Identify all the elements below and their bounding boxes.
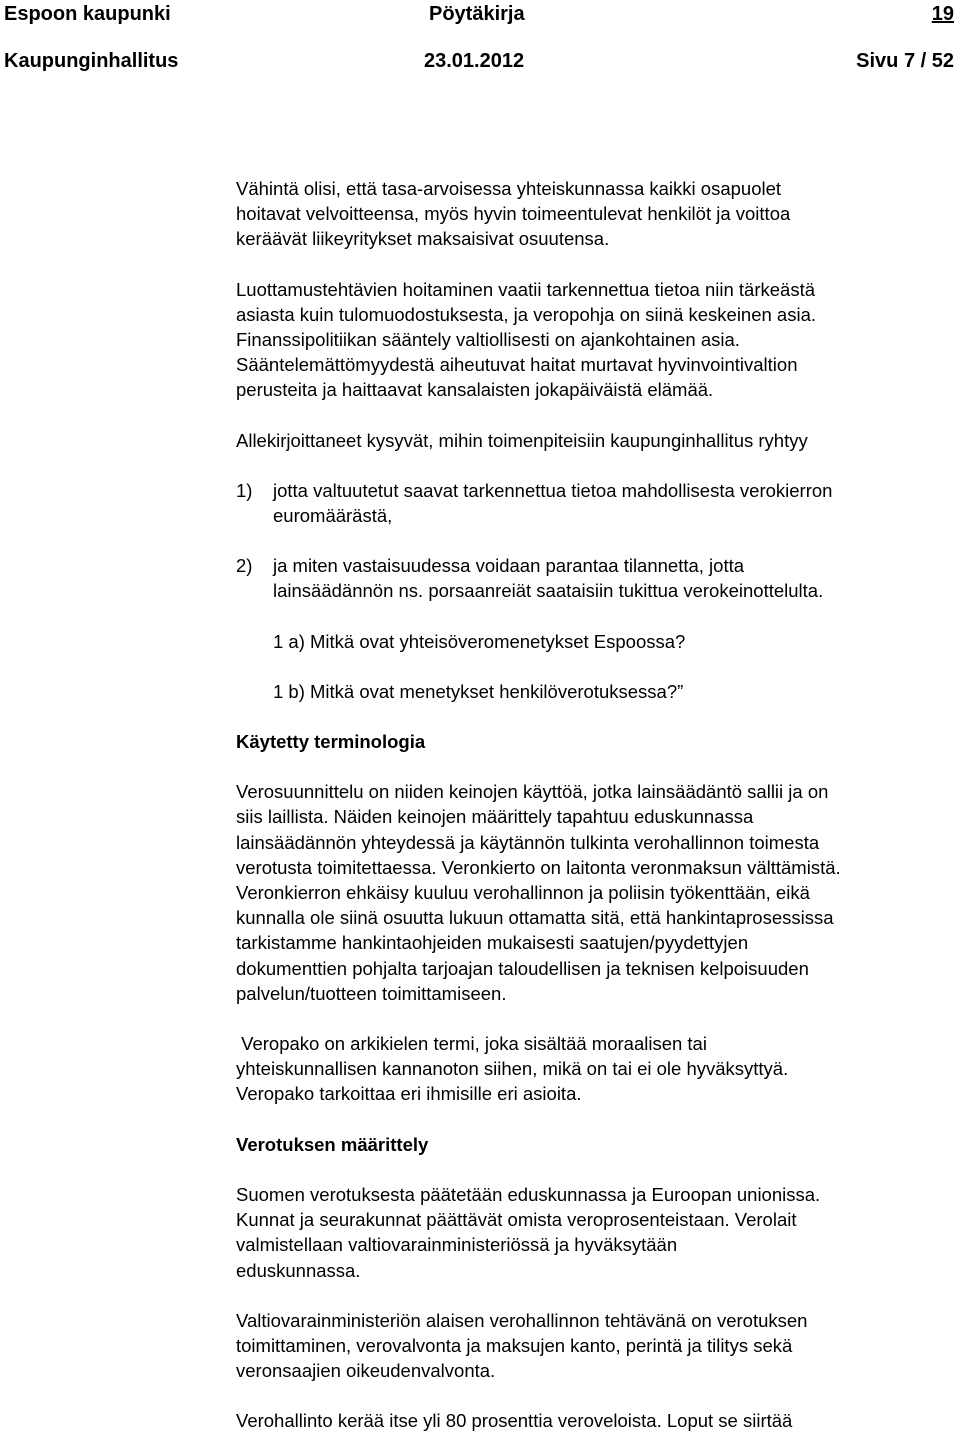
body-name: Kaupunginhallitus [4, 50, 179, 72]
organization-name: Espoon kaupunki [4, 3, 171, 25]
list-number: 2) [236, 555, 253, 577]
paragraph-6: Suomen verotuksesta päätetään eduskunnassa ja Euroopan unionissa. Kunnat ja seurakunnat päättävät omista veroprosenteistaan. Verolait valmistellaan valtiovarainministeriössä ja hyväksytään eduskunnassa. [236, 1183, 821, 1281]
section-number: 19 [931, 3, 954, 25]
paragraph-1: Vähintä olisi, että tasa-arvoisessa yhteiskunnassa kaikki osapuolet hoitavat velvoitteensa, myös hyvin toimeentulevat henkilöt ja voittoa keräävät liikeyritykset maksaisivat osuutensa. [236, 178, 791, 250]
page-number: Sivu 7 / 52 [856, 50, 954, 72]
paragraph-8: Verohallinto kerää itse yli 80 prosenttia veroveloista. Loput se siirtää [236, 1410, 793, 1432]
paragraph-3: Allekirjoittaneet kysyvät, mihin toimenpiteisiin kaupunginhallitus ryhtyy [236, 429, 808, 451]
list-item-1: 1) jotta valtuutetut saavat tarkennettua tietoa mahdollisesta verokierron euromäärästä, [236, 479, 833, 527]
list-item-2: 2) ja miten vastaisuudessa voidaan parantaa tilannetta, jotta lainsäädännön ns. porsaanreiät saataisiin tukittua verokeinottelulta. [236, 555, 824, 602]
paragraph-5: Veropako on arkikielen termi, joka sisältää moraalisen tai yhteiskunnallisen kannanoton siihen, mikä on tai ei ole hyväksyttyä. Veropako tarkoittaa eri ihmisille eri asioita. [236, 1033, 789, 1105]
document-type: Pöytäkirja [429, 3, 525, 25]
section-heading-terminology: Käytetty terminologia [236, 731, 426, 753]
document-body [236, 176, 948, 1434]
question-1b: 1 b) Mitkä ovat menetykset henkilöverotuksessa?” [273, 680, 684, 702]
meeting-date: 23.01.2012 [424, 50, 525, 72]
question-1a: 1 a) Mitkä ovat yhteisöveromenetykset Espoossa? [273, 630, 686, 652]
section-heading-taxation: Verotuksen määrittely [236, 1133, 429, 1155]
paragraph-7: Valtiovarainministeriön alaisen verohallinnon tehtävänä on verotuksen toimittaminen, verovalvonta ja maksujen kanto, perintä ja tilitys sekä veronsaajien oikeudenvalvonta. [236, 1309, 808, 1382]
paragraph-4: Verosuunnittelu on niiden keinojen käyttöä, jotka lainsäädäntö sallii ja on siis laillista. Näiden keinojen määrittely tapahtuu eduskunnassa lainsäädännön yhteydessä ja käytännön tulkinta verohallinnon toimesta verotusta toimitettaessa. Veronkierto on laitonta veronmaksun välttämistä. Veronkierron ehkäisy kuuluu verohallinnon ja poliisin työkenttään, eikä kunnalla ole siinä osuutta lukuun ottamatta sitä, että hankintaprosessissa tarkistamme hankintaohjeiden mukaisesti saatujen/pyydettyjen dokumenttien pohjalta tarjoajan taloudellisen ja teknisen kelpoisuuden palvelun/tuotteen toimittamiseen. [236, 781, 841, 1004]
list-number: 1) [236, 479, 253, 501]
paragraph-2: Luottamustehtävien hoitaminen vaatii tarkennettua tietoa niin tärkeästä asiasta kuin tulomuodostuksesta, ja veropohja on siinä keskeinen asia. Finanssipolitiikan sääntely valtiollisesti on ajankohtainen asia. Sääntelemättömyydestä aiheutuvat haitat murtavat hyvinvointivaltion perusteita ja haittaavat kansalaisten jokapäiväistä elämää. [236, 278, 817, 401]
